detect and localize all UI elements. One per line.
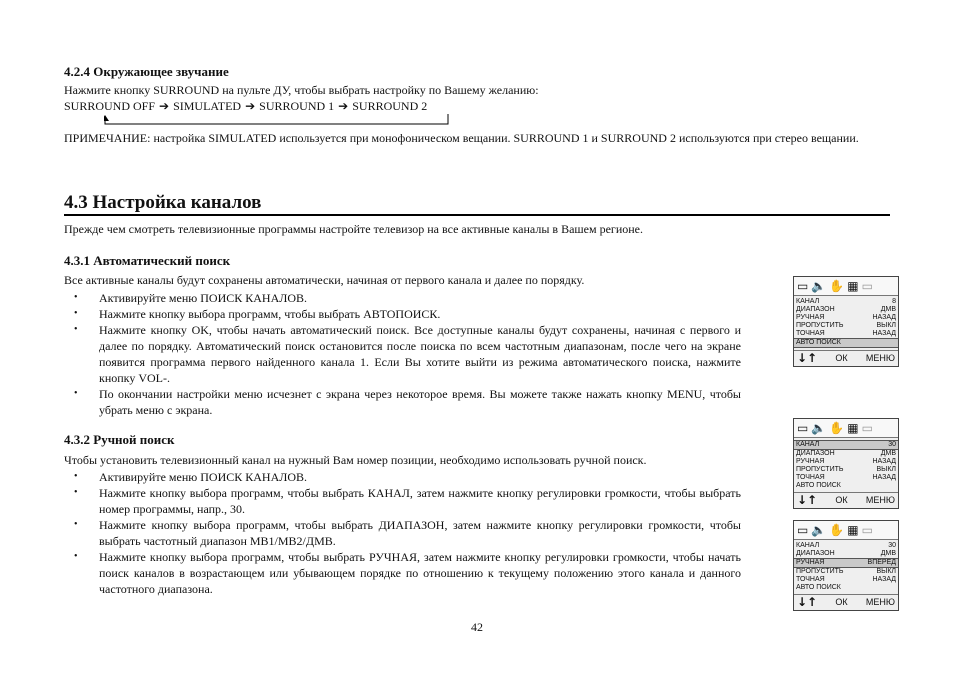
osd-menu-footer — [794, 594, 898, 610]
speaker-icon: 🔈 — [811, 279, 827, 293]
osd-ok-label: ОК — [835, 353, 848, 363]
bullet-icon: • — [74, 487, 78, 498]
list-item: • Активируйте меню ПОИСК КАНАЛОВ. — [74, 470, 308, 484]
osd-menu-row: КАНАЛ 8 — [796, 298, 896, 305]
bullet-icon: • — [74, 551, 78, 562]
hand-icon: ✋ — [829, 523, 845, 537]
section-heading-channel-setup: 4.3 Настройка каналов — [64, 192, 262, 213]
surround-note: ПРИМЕЧАНИЕ: настройка SIMULATED используется при монофоническом вещании. SURROUND 1 и SURROUND 2 используются при стерео вещании. — [64, 131, 859, 145]
osd-menu-rows — [794, 438, 898, 491]
grid-icon: ▦ — [847, 279, 859, 293]
list-item: • Нажмите кнопку выбора программ, чтобы выбрать КАНАЛ, затем нажмите кнопку регулировки громкости, чтобы выбрать номер программы, напр., 30. — [74, 486, 741, 516]
bullet-icon: • — [74, 471, 78, 482]
osd-menu-row: ПРОПУСТИТЬ ВЫКЛ — [796, 568, 896, 575]
osd-menu-row: ДИАПАЗОН ДМВ — [796, 306, 896, 313]
osd-menu-row: ДИАПАЗОН ДМВ — [796, 450, 896, 457]
osd-menu-row: АВТО ПОИСК — [796, 584, 841, 591]
hand-icon: ✋ — [829, 279, 845, 293]
flow-step: SIMULATED — [173, 99, 242, 113]
grid-icon: ▦ — [847, 523, 859, 537]
section-heading-surround: 4.2.4 Окружающее звучание — [64, 64, 229, 79]
list-item: • Нажмите кнопку OK, чтобы начать автоматический поиск. Все доступные каналы будут сохранены, начиная с первого и далее по порядку. Автоматический поиск остановится после поиска по всем частотным диапазонам, после чего на экране появится программа первого найденного канала 1. Если Вы хотите выйти из режима автоматического поиска, нажмите кнопку VOL-. — [74, 323, 741, 385]
flow-step: SURROUND 2 — [352, 99, 428, 113]
osd-menu-row-highlighted: РУЧНАЯ ВПЕРЕД — [796, 559, 896, 566]
osd-menu-manual-search — [793, 520, 899, 611]
osd-menu-manual-channel — [793, 418, 899, 509]
list-item: • Нажмите кнопку выбора программ, чтобы выбрать ДИАПАЗОН, затем нажмите кнопку регулировки громкости, чтобы выбрать частотный диапазон MB1/MB2/ДМВ. — [74, 518, 741, 548]
osd-menu-label: МЕНЮ — [865, 353, 895, 363]
flow-step: SURROUND OFF — [64, 99, 156, 113]
osd-menu-row-highlighted: АВТО ПОИСК — [794, 338, 898, 348]
speaker-icon: 🔈 — [811, 421, 827, 435]
osd-menu-label: МЕНЮ — [865, 495, 895, 505]
auto-search-intro: Все активные каналы будут сохранены автоматически, начиная от первого канала и далее по порядку. — [64, 273, 585, 287]
osd-menu-icon-bar — [794, 277, 898, 296]
flow-step: SURROUND 1 — [259, 99, 335, 113]
auto-search-steps — [64, 290, 741, 418]
grid-icon: ▦ — [847, 421, 859, 435]
surround-intro: Нажмите кнопку SURROUND на пульте ДУ, чтобы выбрать настройку по Вашему желанию: — [64, 83, 539, 97]
osd-menu-footer — [794, 492, 898, 508]
osd-menu-row: ПРОПУСТИТЬ ВЫКЛ — [796, 322, 896, 329]
tv-icon: ▭ — [797, 279, 809, 293]
osd-menu-row: ПРОПУСТИТЬ ВЫКЛ — [796, 466, 896, 473]
arrow-right-icon: ➔ — [338, 99, 349, 113]
channel-setup-intro: Прежде чем смотреть телевизионные программы настройте телевизор на все активные каналы в Вашем регионе. — [64, 222, 643, 236]
manual-search-intro: Чтобы установить телевизионный канал на нужный Вам номер позиции, необходимо использовать ручной поиск. — [64, 453, 647, 467]
section-heading-auto-search: 4.3.1 Автоматический поиск — [64, 253, 231, 268]
up-down-arrows-icon: ↓↑ — [797, 493, 818, 507]
osd-menu-row: КАНАЛ 30 — [796, 542, 896, 549]
osd-menu-auto-search — [793, 276, 899, 367]
osd-menu-row: ДИАПАЗОН ДМВ — [796, 550, 896, 557]
tuner-icon: ▭ — [861, 279, 873, 293]
osd-menu-row: ТОЧНАЯ НАЗАД — [796, 330, 896, 337]
list-item: • Активируйте меню ПОИСК КАНАЛОВ. — [74, 291, 308, 305]
tuner-icon: ▭ — [861, 523, 873, 537]
osd-menu-label: МЕНЮ — [865, 597, 895, 607]
bullet-icon: • — [74, 388, 78, 399]
tv-icon: ▭ — [797, 523, 809, 537]
up-down-arrows-icon: ↓↑ — [797, 595, 818, 609]
list-item: • Нажмите кнопку выбора программ, чтобы выбрать АВТОПОИСК. — [74, 307, 441, 321]
surround-flow — [64, 99, 427, 114]
list-item: • По окончании настройки меню исчезнет с экрана через некоторое время. Вы можете также нажать кнопку MENU, чтобы убрать меню с экрана. — [74, 387, 741, 417]
osd-menu-icon-bar — [794, 521, 898, 540]
tv-icon: ▭ — [797, 421, 809, 435]
bullet-icon: • — [74, 324, 78, 335]
osd-menu-row: АВТО ПОИСК — [796, 482, 841, 489]
osd-menu-row: РУЧНАЯ НАЗАД — [796, 314, 896, 321]
hand-icon: ✋ — [829, 421, 845, 435]
osd-menu-icon-bar — [794, 419, 898, 438]
loop-back-arrow-icon — [104, 114, 450, 126]
section-heading-manual-search: 4.3.2 Ручной поиск — [64, 432, 175, 447]
osd-menu-rows — [794, 296, 898, 349]
list-item: • Нажмите кнопку выбора программ, чтобы выбрать РУЧНАЯ, затем нажмите кнопку регулировки громкости, чтобы начать поиск каналов в возрастающем или убывающем порядке по отношению к текущему положению этого канала и данного частотного диапазона. — [74, 550, 741, 596]
heading-rule — [64, 214, 890, 216]
osd-ok-label: ОК — [835, 495, 848, 505]
arrow-right-icon: ➔ — [245, 99, 256, 113]
osd-menu-row-highlighted: КАНАЛ 30 — [796, 441, 896, 448]
bullet-icon: • — [74, 308, 78, 319]
osd-menu-row: ТОЧНАЯ НАЗАД — [796, 576, 896, 583]
osd-ok-label: ОК — [835, 597, 848, 607]
up-down-arrows-icon: ↓↑ — [797, 351, 818, 365]
osd-menu-rows — [794, 540, 898, 593]
osd-menu-footer — [794, 350, 898, 366]
bullet-icon: • — [74, 519, 78, 530]
manual-search-steps — [64, 469, 741, 597]
page-number: 42 — [471, 620, 483, 634]
arrow-right-icon: ➔ — [159, 99, 170, 113]
tuner-icon: ▭ — [861, 421, 873, 435]
osd-menu-row: РУЧНАЯ НАЗАД — [796, 458, 896, 465]
bullet-icon: • — [74, 292, 78, 303]
speaker-icon: 🔈 — [811, 523, 827, 537]
osd-menu-row: ТОЧНАЯ НАЗАД — [796, 474, 896, 481]
